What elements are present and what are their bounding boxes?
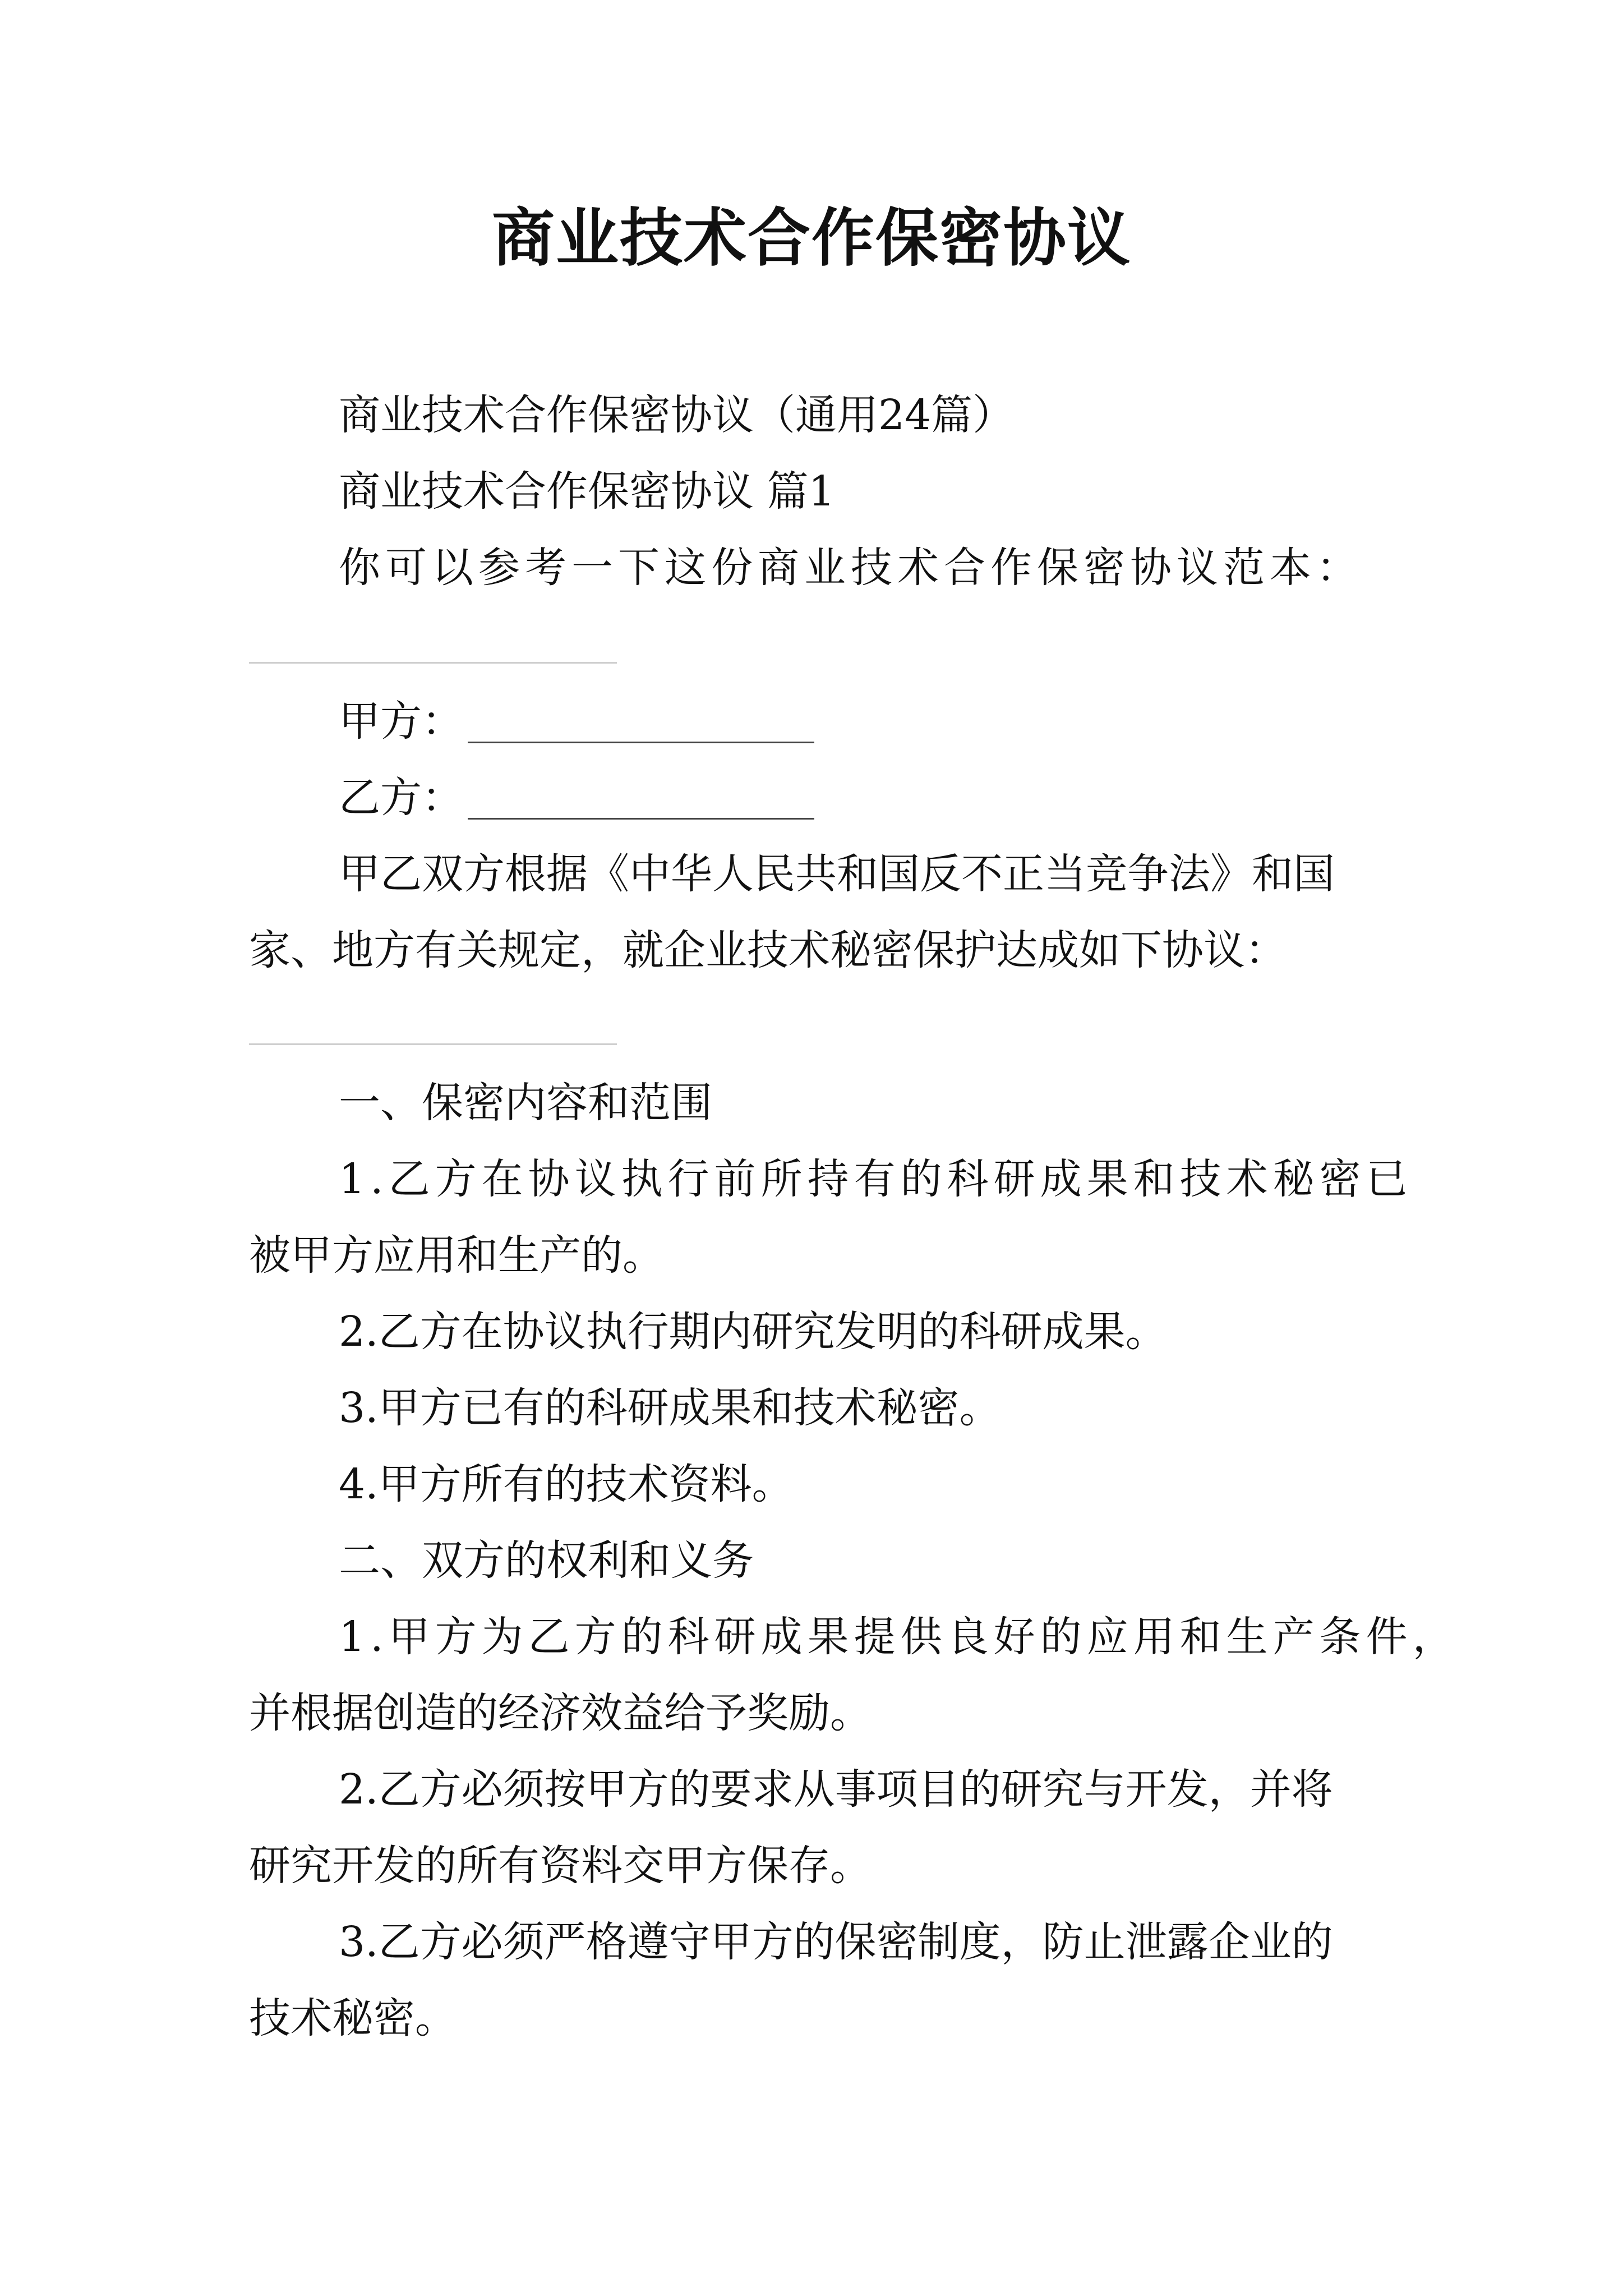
section-1-item-4: 4.甲方所有的技术资料。 [339, 1460, 794, 1508]
section-2-item-2-line-2: 研究开发的所有资料交甲方保存。 [249, 1842, 872, 1890]
section-1-item-1-line-1: 1.乙方在协议执行前所持有的科研成果和技术秘密已 [339, 1155, 1413, 1203]
section-2-item-3-line-2: 技术秘密。 [249, 1994, 457, 2042]
section-1-item-2: 2.乙方在协议执行期内研究发明的科研成果。 [339, 1308, 1167, 1356]
section-2-heading: 二、双方的权利和义务 [339, 1536, 754, 1585]
separator-rule [249, 1043, 617, 1045]
intro-paragraph: 你可以参考一下这份商业技术合作保密协议范本： [339, 544, 1363, 592]
section-1-heading: 一、保密内容和范围 [339, 1079, 712, 1127]
party-a-line [339, 693, 814, 749]
section-1-item-1-line-2: 被甲方应用和生产的。 [249, 1231, 664, 1280]
party-a-label: 甲方： [339, 697, 463, 746]
separator-rule [249, 662, 617, 664]
preamble-line-2: 家、地方有关规定，就企业技术秘密保护达成如下协议： [249, 926, 1287, 974]
document-title: 商业技术合作保密协议 [492, 202, 1131, 275]
party-b-label: 乙方： [339, 774, 463, 822]
party-b-blank [468, 818, 814, 820]
section-2-item-2-line-1: 2.乙方必须按甲方的要求从事项目的研究与开发，并将 [339, 1765, 1333, 1814]
party-b-line [339, 770, 814, 826]
section-2-item-1-line-2: 并根据创造的经济效益给予奖励。 [249, 1689, 872, 1737]
party-a-blank [468, 742, 814, 743]
preamble-line-1: 甲乙双方根据《中华人民共和国反不正当竞争法》和国 [339, 850, 1335, 898]
section-heading: 商业技术合作保密协议 篇1 [339, 467, 835, 516]
section-1-item-3: 3.甲方已有的科研成果和技术秘密。 [339, 1384, 1001, 1432]
section-2-item-3-line-1: 3.乙方必须严格遵守甲方的保密制度，防止泄露企业的 [339, 1918, 1333, 1966]
document-subtitle: 商业技术合作保密协议（通用24篇） [339, 391, 1015, 439]
section-2-item-1-line-1: 1.甲方为乙方的科研成果提供良好的应用和生产条件， [339, 1613, 1459, 1661]
